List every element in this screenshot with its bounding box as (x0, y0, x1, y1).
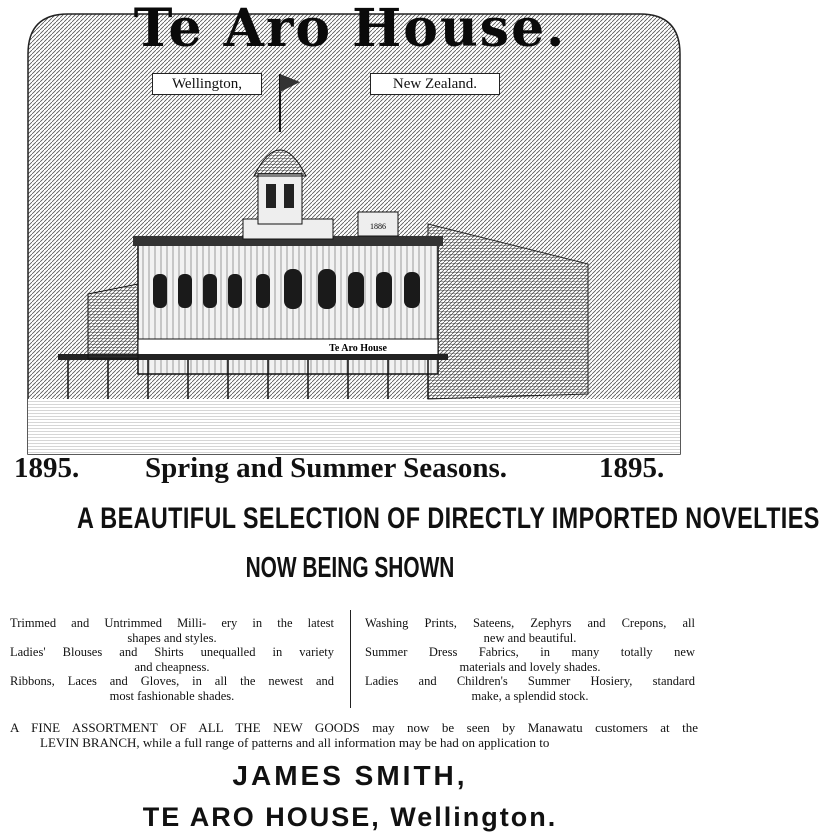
season-year-right: 1895. (599, 452, 665, 484)
page-title: Te Aro House. (133, 0, 567, 59)
list-item-line: materials and lovely shades. (459, 659, 601, 674)
subheadline: NOW BEING SHOWN (245, 552, 455, 584)
headline: A BEAUTIFUL SELECTION OF DIRECTLY IMPORTED NOVELTIES (77, 502, 820, 535)
goods-column-left (10, 616, 334, 703)
place-label-new-zealand: New Zealand. (370, 73, 500, 95)
list-item-line: Ladies' Blouses and Shirts unequalled in variety (10, 645, 334, 659)
assortment-line: A FINE ASSORTMENT OF ALL THE NEW GOODS may now be seen by Manawatu customers at the (10, 720, 698, 735)
assortment-line: LEVIN BRANCH, while a full range of patterns and all information may be had on application to (40, 735, 550, 750)
list-item-line: Ladies and Children's Summer Hosiery, standard (365, 674, 695, 688)
place-label-wellington: Wellington, (152, 73, 262, 95)
list-item (10, 674, 334, 703)
season-banner (0, 451, 700, 485)
list-item (10, 645, 334, 674)
list-item (10, 616, 334, 645)
list-item (365, 616, 695, 645)
goods-column-right (365, 616, 695, 703)
list-item-line: Washing Prints, Sateens, Zephyrs and Crepons, all (365, 616, 695, 630)
list-item-line: Summer Dress Fabrics, in many totally new (365, 645, 695, 659)
list-item-line: Ribbons, Laces and Gloves, in all the newest and (10, 674, 334, 688)
list-item-line: most fashionable shades. (109, 688, 235, 703)
list-item-line: and cheapness. (134, 659, 210, 674)
list-item-line: shapes and styles. (127, 630, 217, 645)
list-item-line: new and beautiful. (483, 630, 577, 645)
column-divider (350, 610, 351, 708)
season-label: Spring and Summer Seasons. (145, 452, 508, 484)
building-engraving (28, 14, 680, 454)
store-address: TE ARO HOUSE, Wellington. (142, 802, 558, 832)
list-item (365, 645, 695, 674)
proprietor-name: JAMES SMITH, (232, 760, 468, 791)
list-item-line: Trimmed and Untrimmed Milli- ery in the latest (10, 616, 334, 630)
building-date: 1886 (370, 222, 386, 231)
store-sign: Te Aro House (329, 343, 387, 354)
list-item (365, 674, 695, 703)
season-year-left: 1895. (14, 452, 80, 484)
list-item-line: make, a splendid stock. (471, 688, 589, 703)
assortment-notice (10, 720, 698, 750)
